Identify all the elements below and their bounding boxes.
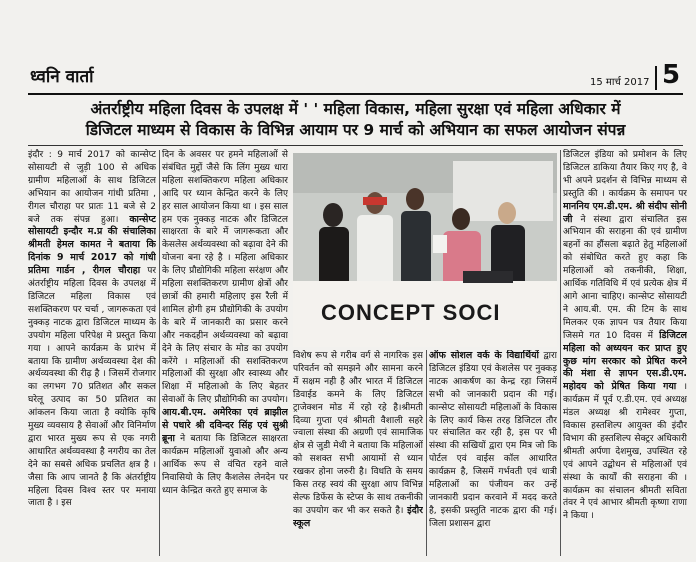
- text-run: डिजिटल इंडिया को प्रमोशन के लिए डिजिटल डाकिया तैयार किए गए है, वे भी अपने प्रदर्शन से विभिन्न माध्यम से प्रस्तुति की । कार्यक्रम के समापन पर: [563, 150, 687, 199]
- column-text: [28, 149, 156, 510]
- paper-name: ध्वनि वार्ता: [30, 67, 94, 87]
- header-rule: [28, 93, 683, 95]
- bold-run: डिजिटल महिला को अध्ययन कर प्राप्त हुए कुछ मांग सरकार को प्रेषित करने की मंशा से ज्ञापन एस.डी.एम. महोदय को प्रेषित किया गया: [563, 329, 687, 393]
- bold-run: ऑफ सोशल वर्क के विद्यार्थियों: [429, 350, 539, 361]
- masthead-separator: [655, 66, 657, 90]
- text-run: द्वारा डिजिटल इंडिया एवं केशलेस पर नुक्कड़ नाटक आकर्षण का केन्द्र रहा जिसमें सभी को जानकारी प्रदान की गई। कान्सेप्ट सोसायटी महिलाओं के विकास के लिए कार्य किस तरह डिजिटल तौर पर संचालित कर रही है, इस पर भी संस्था की सखियों द्वारा एम मित्र जो कि पोर्टल एवं वाईस कॉल आधारित कार्यक्रम है, जिसमें गर्भवती एवं धात्री महिलाओं का पंजीयन कर उन्हें जानकारी प्रदान करवाने में मदद करते है, इसकी प्रस्तुति नाटक द्वारा की गई। जिला प्रशासन द्वारा: [429, 351, 557, 529]
- text-run: इंदौर : 9 मार्च 2017 को कान्सेप्ट सोसायटी से जुड़ी 100 से अधिक ग्रामीण महिलाओं के साथ डिजिटल अभियान का आयोजन गांधी प्रतिमा , रीगल चौराहा पर प्रातः 11 बजे से 2 बजे तक संपन्न हुआ।: [28, 150, 156, 225]
- column-divider: [159, 150, 160, 556]
- article-column-2: [162, 149, 288, 557]
- bold-run: कान्सेप्ट सोसायटी इन्दौर म.प्र की संचालिका श्रीमती हेमल कामत ने बताया कि दिनांक 9 मार्च 2017 को गांधी प्रतिमा गार्डन , रीगल चौराहा: [28, 213, 156, 277]
- text-run: ने संस्था द्वारा संचालित इस अभियान की सराहना की एवं ग्रामीण बहनों का हौंसला बढ़ाते हेतु महिलाओं को संबोधित करते हुए कहा कि महिलाओं को तकनीकी, शिक्षा, आर्थिक गतिविधि में एवं प्रत्येक क्षेत्र में आगे आना चाहिए। कान्सेप्ट सोसायटी ने आय.बी. एम. की टिम के साथ मिलकर एक ज्ञापन पत्र तैयार किया जिसमे गत 10 दिवस में: [563, 214, 687, 341]
- headline-line-2: डिजिटल माध्यम से विकास के विभिन्न आयाम पर 9 मार्च को अभियान का सफल आयोजन संपन्न: [85, 121, 626, 139]
- bold-run: इंदौर स्कूल: [293, 504, 423, 529]
- page-number: 5: [662, 60, 681, 90]
- article-column-3: [293, 350, 423, 557]
- event-photo: [293, 153, 557, 347]
- column-text: [293, 350, 423, 531]
- column-text: [429, 350, 557, 531]
- headline-rule: [28, 145, 683, 146]
- column-divider: [560, 150, 561, 556]
- column-text: [563, 149, 687, 523]
- text-run: दिन के अवसर पर हमने महिलाओं से संबंधित मुद्दों जैसे कि लिंग मुख्य धारा महिला सशक्तिकरण महिला अधिकार आदि पर ध्यान केन्द्रित करने के लिए हर साल आयोजन किया था । इस साल हम एक नुक्कड़ नाटक और डिजिटल साक्षरता के बारे में जागरूकता और केसलेस अर्थव्यवस्था को बढ़ावा देने की योजना बना रहे है । महिला अधिकार के लिए प्रौद्योगिकी महिला सरंक्षण और महिला सशक्तिकरण ग्रामीण क्षेत्रों और छात्रों की हमारी महिलाए इस रैली में शामिल होगी हम प्रौद्योगिकी के उपयोग के बारे में जानकारी का प्रसार करने और नकदहीन अर्थव्यवस्था को बढ़ावा देने के लिए संचार के मोड का उपयोग करेंगे । महिलाओं की सशक्तिकरण महिलाओं की सुरक्षा और स्वास्थ्य और शिक्षा में महिलाओ के लिए बेहतर सेवाओं के लिए प्रौद्योगिकी का उपयोग।: [162, 150, 288, 406]
- masthead: [0, 0, 696, 92]
- column-text: [162, 149, 288, 497]
- text-run: पर अंतर्राष्ट्रीय महिला दिवस के उपलक्ष में डिजिटल महिला विकास एवं सशक्तिकरण पर चर्चा , जागरूकता एवं नुक्कड़ नाटक द्वारा डिजिटल माध्यम के उपयोग महिला परिपेक्ष मे प्रस्तुत किया गया । आपने कार्यक्रम के प्रारंभ में बताया कि ग्रामीण अर्थव्यवस्था देश की अर्थव्यवस्था की रीढ़ है । जिसमें रोजगार का लगभग 70 प्रतिशत और सकल घरेलू उत्पाद का 50 प्रतिशत का आंकलन किया जाता है क्योकि कृषि मुख्य व्यवसाय है सेवाओं और विनिर्माण द्वारा भारत मुख्य रूप से एक नगरी आधारित अर्थव्यवस्था है नगरीय का तेल देने का सबसे अधिक प्रचलित क्षत्र है । जैसा कि आप जानते है कि अंतर्राष्ट्रीय महिला दिवस विश्व स्तर पर मनाया जाता है । इस: [28, 266, 156, 509]
- issue-date: 15 मार्च 2017: [590, 77, 650, 88]
- text-run: श्रीमती दिव्या गुप्ता एवं श्रीमती वैशाली सहरे ज्वाला संस्था की अग्रणी एवं सामाजिक क्षेत्र से जुडी मेथी ने बताया कि महिलाओं को सशक्त सभी आयामों से ध्यान रखकर होना जरुरी है। विधति के समय किस तरह स्वयं की सुरक्षा आप विभिन्न सेल्फ डिफेंस के स्टेप्स के साथ तकनीकी का उपयोग कर भी कर सकते है।: [293, 402, 423, 516]
- article-column-1: [28, 149, 156, 557]
- headline-line-1: अंतर्राष्ट्रीय महिला दिवस के उपलक्ष में ' ' महिला विकास, महिला सुरक्षा एवं महिला अधिकार में: [90, 100, 621, 118]
- bold-run: आय.बी.एम. अमेरिका एवं ब्राझील से पधारे श्री दविन्दर सिंह एवं सुश्री ब्रूना: [162, 407, 288, 444]
- column-divider: [426, 350, 427, 556]
- bold-run: माननिय एम.डी.एम. श्री संदीप सोनी जी: [563, 200, 687, 225]
- article-headline: [28, 99, 683, 141]
- text-run: विशेष रूप से गरीब वर्ग से नागरिक इस परिवर्तन को समझने और सामना करने में सक्षम नही है और भारत में डिजिटल डिवाईड कमने के लिए डिजिटल ट्राजेक्शन मोड में रहो रहे है।: [293, 351, 423, 413]
- article-column-5: [563, 149, 687, 557]
- text-run: ने बताया कि डिजिटल साक्षरता कार्यक्रम महिलाओं युवाओ और अन्य आर्थिक रूप से वंचित रहने वाले निवासियो के लिए कैशलेस लेनदेन पर ध्यान केन्द्रित करते हुए समाज के: [162, 433, 288, 496]
- text-run: । कार्यक्रम में पूर्व ए.डी.एम. एवं अध्यक्ष मंडल अध्यक्ष श्री रामेश्वर गुप्ता, विकास हस्तशिल्प आयुक्त की इंदौर विभाग की हस्तशिल्प सेक्ट्रर अधिकारी श्रीमती अर्पणा देशमुख, उपस्थित रहे एवं आपने उद्बोधन से महिलाओं एवं संस्था के कार्यों की सराहना की । कार्यक्रम का संचालन श्रीमती सविता तंवर ने एवं आभार श्रीमती कृष्णा राणा ने किया ।: [563, 382, 687, 522]
- photo-banner-text: CONCEPT SOCI: [321, 300, 501, 325]
- article-column-4: [429, 350, 557, 557]
